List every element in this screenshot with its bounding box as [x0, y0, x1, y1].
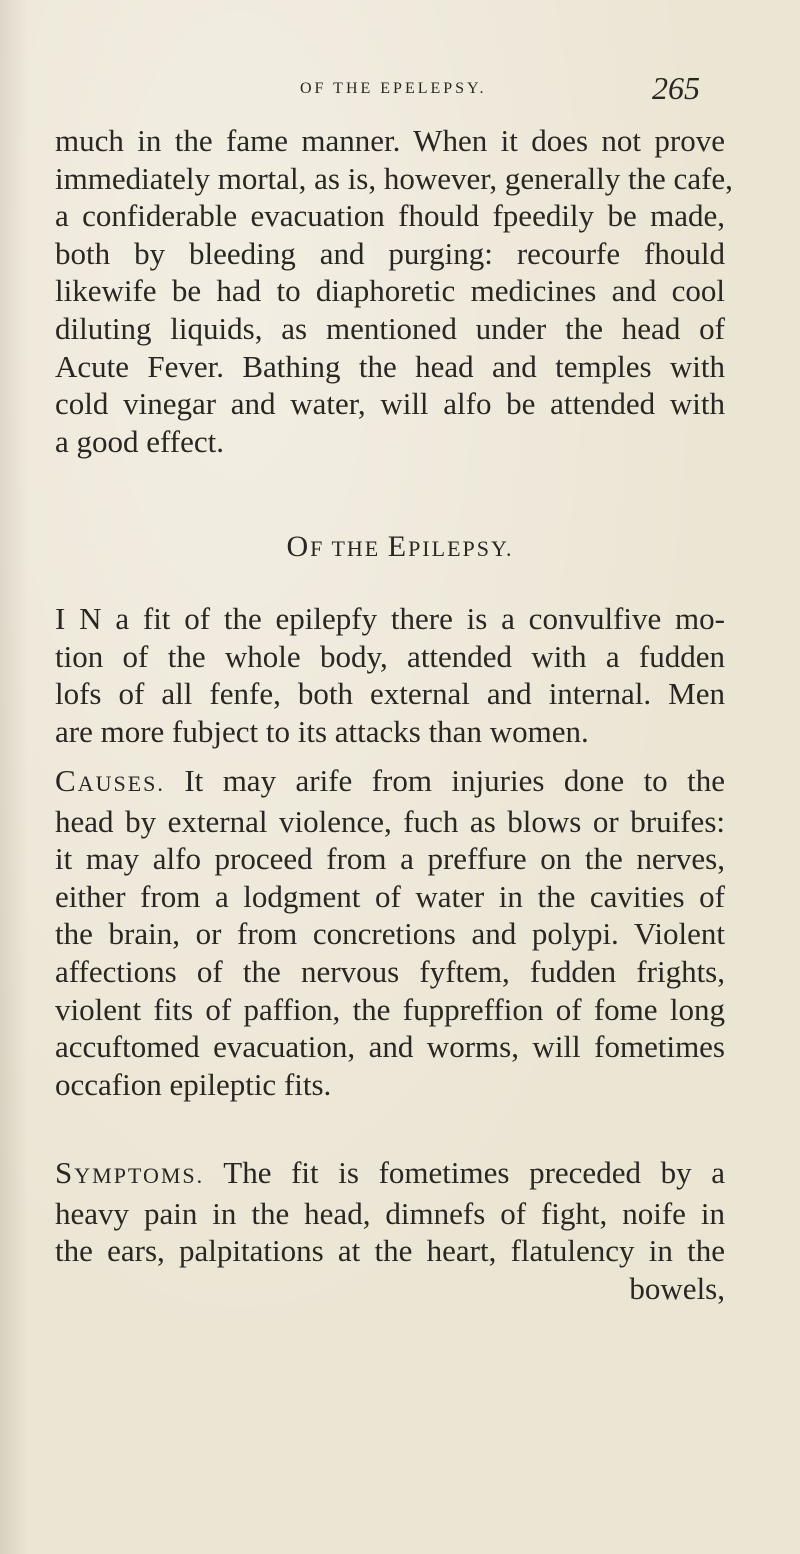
text-line: lofs of all fenfe, both external and internal. Men	[55, 676, 725, 712]
text-line: Acute Fever. Bathing the head and temples with	[55, 348, 725, 384]
section-heading: OF THE EPILEPSY.	[286, 530, 514, 563]
text-line: it may alfo proceed from a preffure on the nerves,	[55, 841, 725, 877]
text-line: occafion epileptic fits.	[55, 1066, 332, 1102]
running-head: OF THE EPELEPSY.	[300, 80, 487, 97]
page-number: 265	[652, 70, 700, 106]
text-line: either from a lodgment of water in the cavities of	[55, 878, 725, 914]
text-line: violent fits of paffion, the fuppreffion of fome long	[55, 991, 725, 1027]
text-line: the ears, palpitations at the heart, flatulency in the	[55, 1233, 725, 1269]
text-line: head by external violence, fuch as blows or bruifes:	[55, 803, 725, 839]
text-line: affections of the nervous fyftem, fudden frights,	[55, 953, 725, 989]
text-line: both by bleeding and purging: recourfe fhould	[55, 235, 725, 271]
page-header	[0, 68, 800, 108]
continuation-paragraph	[55, 122, 733, 460]
text-line: diluting liquids, as mentioned under the head of	[55, 310, 725, 346]
catchword: bowels,	[629, 1270, 725, 1306]
symptoms-label: SYMPTOMS.	[55, 1155, 205, 1190]
text-line: a confiderable evacuation fhould fpeedily be made,	[55, 198, 725, 234]
causes-label: CAUSES.	[55, 763, 165, 798]
text-line: a good effect.	[55, 423, 224, 459]
text-line: SYMPTOMS. The fit is fometimes preceded by a	[55, 1155, 725, 1190]
symptoms-paragraph	[55, 1154, 725, 1307]
text-line: are more fubject to its attacks than women.	[55, 713, 589, 749]
text-line: cold vinegar and water, will alfo be attended with	[55, 386, 725, 422]
text-line: CAUSES. It may arife from injuries done to the	[55, 763, 725, 798]
intro-paragraph	[55, 600, 725, 750]
text-line: immediately mortal, as is, however, generally the cafe,	[55, 160, 733, 196]
text-line: the brain, or from concretions and polypi. Violent	[55, 916, 725, 952]
text-line: tion of the whole body, attended with a fudden	[55, 638, 725, 674]
causes-paragraph	[55, 762, 725, 1103]
text-line: much in the fame manner. When it does not prove	[55, 123, 725, 158]
text-line: accuftomed evacuation, and worms, will fometimes	[55, 1029, 725, 1065]
text-line: heavy pain in the head, dimnefs of fight, noife in	[55, 1195, 725, 1231]
text-line: likewife be had to diaphoretic medicines and cool	[55, 273, 725, 309]
text-line: I N a fit of the epilepfy there is a convulfive mo-	[55, 601, 725, 636]
